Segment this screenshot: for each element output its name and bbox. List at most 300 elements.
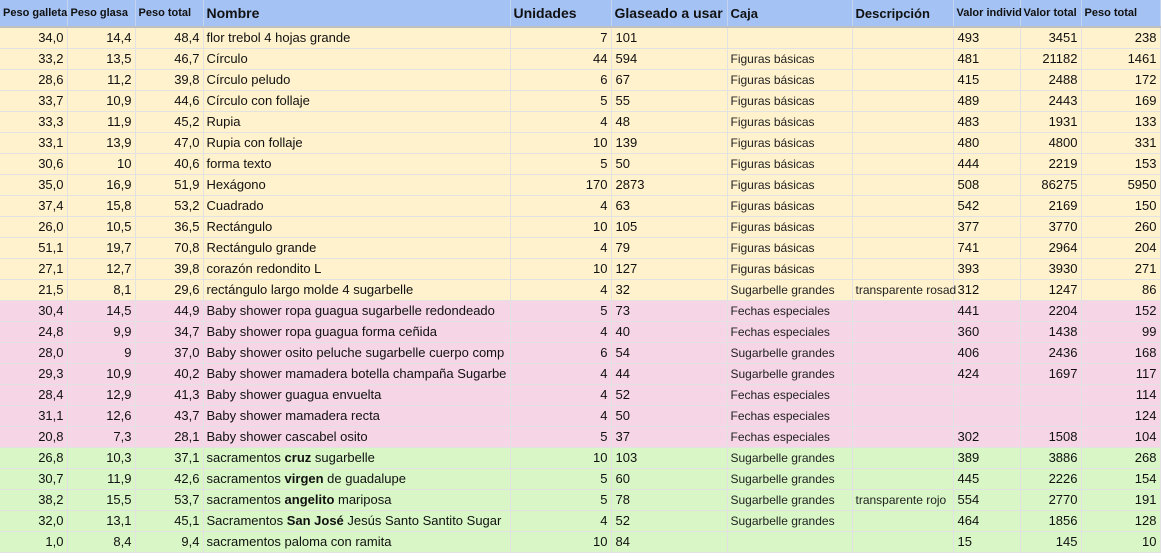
cell-peso-glasa[interactable]: 9,9 <box>67 321 135 342</box>
cell-valor-total[interactable]: 2169 <box>1020 195 1081 216</box>
cell-peso-galleta[interactable]: 32,0 <box>0 510 67 531</box>
cell-descripcion[interactable] <box>852 216 953 237</box>
cell-valor-individual[interactable]: 480 <box>953 132 1020 153</box>
cell-unidades[interactable]: 4 <box>510 405 611 426</box>
cell-valor-individual[interactable]: 441 <box>953 300 1020 321</box>
cell-unidades[interactable]: 10 <box>510 258 611 279</box>
cell-unidades[interactable]: 10 <box>510 531 611 552</box>
cell-peso-total[interactable]: 28,1 <box>135 426 203 447</box>
cell-descripcion[interactable] <box>852 27 953 48</box>
cell-nombre[interactable] <box>203 468 510 489</box>
cell-valor-individual[interactable]: 483 <box>953 111 1020 132</box>
cell-nombre[interactable] <box>203 489 510 510</box>
cell-peso-galleta[interactable]: 1,0 <box>0 531 67 552</box>
cell-caja[interactable]: Fechas especiales <box>727 405 852 426</box>
cell-unidades[interactable]: 5 <box>510 489 611 510</box>
cell-valor-individual[interactable]: 360 <box>953 321 1020 342</box>
cell-glaseado[interactable]: 101 <box>611 27 727 48</box>
nombre-text: Cuadrado <box>206 198 264 213</box>
table-row <box>0 279 1160 300</box>
cell-descripcion[interactable] <box>852 174 953 195</box>
cell-unidades[interactable]: 5 <box>510 300 611 321</box>
cell-nombre[interactable] <box>203 363 510 384</box>
cell-peso-total-2[interactable]: 128 <box>1081 510 1160 531</box>
cell-unidades[interactable]: 44 <box>510 48 611 69</box>
cell-unidades[interactable]: 6 <box>510 69 611 90</box>
cell-descripcion[interactable] <box>852 195 953 216</box>
cell-peso-glasa[interactable]: 16,9 <box>67 174 135 195</box>
cell-peso-glasa[interactable]: 13,1 <box>67 510 135 531</box>
cell-descripcion[interactable] <box>852 405 953 426</box>
cell-peso-total[interactable]: 70,8 <box>135 237 203 258</box>
cell-valor-individual[interactable]: 389 <box>953 447 1020 468</box>
cell-nombre[interactable] <box>203 405 510 426</box>
cell-caja[interactable]: Figuras básicas <box>727 174 852 195</box>
cell-unidades[interactable]: 10 <box>510 132 611 153</box>
cell-caja[interactable]: Figuras básicas <box>727 258 852 279</box>
cell-descripcion[interactable] <box>852 342 953 363</box>
cell-valor-individual[interactable]: 481 <box>953 48 1020 69</box>
cell-valor-total[interactable]: 2964 <box>1020 237 1081 258</box>
cell-peso-galleta[interactable]: 31,1 <box>0 405 67 426</box>
cell-peso-total[interactable]: 40,6 <box>135 153 203 174</box>
cell-peso-glasa[interactable]: 13,5 <box>67 48 135 69</box>
cell-peso-total[interactable]: 29,6 <box>135 279 203 300</box>
cell-nombre[interactable] <box>203 447 510 468</box>
cell-descripcion[interactable] <box>852 132 953 153</box>
cell-peso-total-2[interactable]: 5950 <box>1081 174 1160 195</box>
cell-nombre[interactable] <box>203 132 510 153</box>
cell-peso-total[interactable]: 44,6 <box>135 90 203 111</box>
cell-peso-total-2[interactable]: 152 <box>1081 300 1160 321</box>
cell-peso-total[interactable]: 42,6 <box>135 468 203 489</box>
cell-glaseado[interactable]: 103 <box>611 447 727 468</box>
cell-peso-galleta[interactable]: 37,4 <box>0 195 67 216</box>
cell-peso-galleta[interactable]: 33,3 <box>0 111 67 132</box>
table-row <box>0 489 1160 510</box>
cell-peso-total-2[interactable]: 99 <box>1081 321 1160 342</box>
cell-nombre[interactable] <box>203 321 510 342</box>
cell-peso-glasa[interactable]: 12,7 <box>67 258 135 279</box>
cell-peso-galleta[interactable]: 33,7 <box>0 90 67 111</box>
cell-glaseado[interactable]: 50 <box>611 405 727 426</box>
cell-valor-individual[interactable]: 302 <box>953 426 1020 447</box>
cell-peso-total-2[interactable]: 260 <box>1081 216 1160 237</box>
cell-descripcion[interactable] <box>852 510 953 531</box>
cell-peso-total[interactable]: 39,8 <box>135 258 203 279</box>
cell-unidades[interactable]: 5 <box>510 426 611 447</box>
cell-peso-total[interactable]: 43,7 <box>135 405 203 426</box>
cell-nombre[interactable] <box>203 195 510 216</box>
cell-peso-glasa[interactable]: 8,1 <box>67 279 135 300</box>
cell-nombre[interactable] <box>203 279 510 300</box>
cell-glaseado[interactable]: 79 <box>611 237 727 258</box>
cell-valor-total[interactable]: 145 <box>1020 531 1081 552</box>
cell-valor-total[interactable] <box>1020 405 1081 426</box>
cell-peso-total[interactable]: 45,2 <box>135 111 203 132</box>
cell-peso-total-2[interactable]: 133 <box>1081 111 1160 132</box>
cell-peso-total-2[interactable]: 271 <box>1081 258 1160 279</box>
cell-peso-glasa[interactable]: 11,9 <box>67 111 135 132</box>
cell-peso-galleta[interactable]: 34,0 <box>0 27 67 48</box>
cell-valor-total[interactable]: 2436 <box>1020 342 1081 363</box>
cell-valor-individual[interactable]: 464 <box>953 510 1020 531</box>
cell-caja[interactable]: Fechas especiales <box>727 384 852 405</box>
col-header-valor-individual[interactable]: Valor individ <box>953 0 1020 27</box>
cell-nombre[interactable] <box>203 216 510 237</box>
cell-peso-total[interactable]: 41,3 <box>135 384 203 405</box>
cell-peso-glasa[interactable]: 10,3 <box>67 447 135 468</box>
cell-valor-individual[interactable]: 415 <box>953 69 1020 90</box>
col-header-peso-galleta[interactable]: Peso galleta <box>0 0 67 27</box>
cell-peso-glasa[interactable]: 19,7 <box>67 237 135 258</box>
cell-caja[interactable]: Sugarbelle grandes <box>727 489 852 510</box>
cell-descripcion[interactable] <box>852 48 953 69</box>
cell-peso-galleta[interactable]: 30,7 <box>0 468 67 489</box>
cell-unidades[interactable]: 6 <box>510 342 611 363</box>
cell-nombre[interactable] <box>203 90 510 111</box>
cell-valor-individual[interactable]: 393 <box>953 258 1020 279</box>
cell-unidades[interactable]: 4 <box>510 321 611 342</box>
cell-glaseado[interactable]: 78 <box>611 489 727 510</box>
cell-valor-total[interactable]: 86275 <box>1020 174 1081 195</box>
cell-peso-total-2[interactable]: 114 <box>1081 384 1160 405</box>
table-row <box>0 216 1160 237</box>
cell-peso-galleta[interactable]: 28,4 <box>0 384 67 405</box>
cell-peso-galleta[interactable]: 26,0 <box>0 216 67 237</box>
cell-nombre[interactable] <box>203 69 510 90</box>
col-header-unidades[interactable]: Unidades <box>510 0 611 27</box>
cell-peso-glasa[interactable]: 12,6 <box>67 405 135 426</box>
cell-peso-galleta[interactable]: 28,0 <box>0 342 67 363</box>
cell-glaseado[interactable]: 67 <box>611 69 727 90</box>
cell-glaseado[interactable]: 594 <box>611 48 727 69</box>
cell-nombre[interactable] <box>203 153 510 174</box>
cell-peso-total-2[interactable]: 331 <box>1081 132 1160 153</box>
cell-unidades[interactable]: 10 <box>510 447 611 468</box>
cell-peso-galleta[interactable]: 26,8 <box>0 447 67 468</box>
table-row <box>0 468 1160 489</box>
cell-descripcion[interactable] <box>852 321 953 342</box>
cell-valor-individual[interactable]: 406 <box>953 342 1020 363</box>
cell-peso-galleta[interactable]: 51,1 <box>0 237 67 258</box>
cell-descripcion[interactable] <box>852 426 953 447</box>
cell-caja[interactable]: Figuras básicas <box>727 153 852 174</box>
cell-nombre[interactable] <box>203 258 510 279</box>
cell-caja[interactable]: Sugarbelle grandes <box>727 279 852 300</box>
cell-valor-individual[interactable]: 445 <box>953 468 1020 489</box>
cell-glaseado[interactable]: 139 <box>611 132 727 153</box>
cell-caja[interactable]: Figuras básicas <box>727 132 852 153</box>
col-header-descripcion[interactable]: Descripción <box>852 0 953 27</box>
cell-valor-total[interactable]: 3886 <box>1020 447 1081 468</box>
cell-descripcion[interactable] <box>852 531 953 552</box>
cell-descripcion[interactable] <box>852 258 953 279</box>
cell-nombre[interactable] <box>203 111 510 132</box>
cell-peso-total-2[interactable]: 104 <box>1081 426 1160 447</box>
cell-peso-galleta[interactable]: 33,2 <box>0 48 67 69</box>
cell-glaseado[interactable]: 63 <box>611 195 727 216</box>
cell-unidades[interactable]: 7 <box>510 27 611 48</box>
cell-peso-glasa[interactable]: 15,8 <box>67 195 135 216</box>
cell-valor-total[interactable]: 3451 <box>1020 27 1081 48</box>
cell-valor-total[interactable]: 2770 <box>1020 489 1081 510</box>
nombre-suffix-text: Jesús Santo Santito Sugar <box>343 513 502 528</box>
cell-peso-glasa[interactable]: 14,4 <box>67 27 135 48</box>
col-header-peso-total[interactable]: Peso total <box>135 0 203 27</box>
nombre-bold-text: cruz <box>284 450 312 465</box>
cell-peso-total[interactable]: 53,2 <box>135 195 203 216</box>
cell-valor-total[interactable]: 3930 <box>1020 258 1081 279</box>
cell-peso-total-2[interactable]: 268 <box>1081 447 1160 468</box>
cell-glaseado[interactable]: 32 <box>611 279 727 300</box>
cell-valor-individual[interactable]: 444 <box>953 153 1020 174</box>
cell-peso-total-2[interactable]: 1461 <box>1081 48 1160 69</box>
cell-peso-total[interactable]: 40,2 <box>135 363 203 384</box>
cell-valor-total[interactable]: 2204 <box>1020 300 1081 321</box>
cell-descripcion[interactable]: transparente rosad <box>852 279 953 300</box>
cell-valor-total[interactable]: 3770 <box>1020 216 1081 237</box>
cell-glaseado[interactable]: 40 <box>611 321 727 342</box>
cell-unidades[interactable]: 4 <box>510 237 611 258</box>
cell-unidades[interactable]: 10 <box>510 216 611 237</box>
cell-valor-total[interactable]: 4800 <box>1020 132 1081 153</box>
cell-peso-glasa[interactable]: 9 <box>67 342 135 363</box>
cell-valor-total[interactable]: 1508 <box>1020 426 1081 447</box>
cell-peso-glasa[interactable]: 10 <box>67 153 135 174</box>
cell-descripcion[interactable] <box>852 153 953 174</box>
cell-glaseado[interactable]: 52 <box>611 510 727 531</box>
cell-peso-galleta[interactable]: 38,2 <box>0 489 67 510</box>
cell-nombre[interactable] <box>203 426 510 447</box>
cell-glaseado[interactable]: 105 <box>611 216 727 237</box>
cell-caja[interactable] <box>727 27 852 48</box>
cell-peso-total[interactable]: 36,5 <box>135 216 203 237</box>
cell-peso-total[interactable]: 47,0 <box>135 132 203 153</box>
cell-peso-galleta[interactable]: 33,1 <box>0 132 67 153</box>
cell-descripcion[interactable] <box>852 363 953 384</box>
cell-valor-individual[interactable]: 542 <box>953 195 1020 216</box>
cell-unidades[interactable]: 5 <box>510 153 611 174</box>
table-row <box>0 90 1160 111</box>
cell-peso-galleta[interactable]: 29,3 <box>0 363 67 384</box>
cell-peso-glasa[interactable]: 10,9 <box>67 363 135 384</box>
cell-peso-galleta[interactable]: 30,6 <box>0 153 67 174</box>
cell-peso-glasa[interactable]: 12,9 <box>67 384 135 405</box>
cell-unidades[interactable]: 5 <box>510 468 611 489</box>
cell-descripcion[interactable] <box>852 90 953 111</box>
cell-peso-total-2[interactable]: 117 <box>1081 363 1160 384</box>
nombre-text: Rupia <box>206 114 241 129</box>
cell-glaseado[interactable]: 55 <box>611 90 727 111</box>
col-header-glaseado[interactable]: Glaseado a usar <box>611 0 727 27</box>
cell-nombre[interactable] <box>203 342 510 363</box>
cell-glaseado[interactable]: 54 <box>611 342 727 363</box>
cell-glaseado[interactable]: 60 <box>611 468 727 489</box>
cell-peso-glasa[interactable]: 11,9 <box>67 468 135 489</box>
cell-nombre[interactable] <box>203 531 510 552</box>
cell-valor-total[interactable]: 1856 <box>1020 510 1081 531</box>
cell-unidades[interactable]: 170 <box>510 174 611 195</box>
cell-valor-total[interactable]: 1438 <box>1020 321 1081 342</box>
cell-unidades[interactable]: 4 <box>510 279 611 300</box>
cell-peso-total-2[interactable]: 153 <box>1081 153 1160 174</box>
cell-glaseado[interactable]: 44 <box>611 363 727 384</box>
cell-caja[interactable]: Figuras básicas <box>727 111 852 132</box>
cell-descripcion[interactable] <box>852 69 953 90</box>
cell-caja[interactable]: Fechas especiales <box>727 426 852 447</box>
cell-nombre[interactable] <box>203 384 510 405</box>
cell-valor-individual[interactable]: 508 <box>953 174 1020 195</box>
cell-peso-total-2[interactable]: 204 <box>1081 237 1160 258</box>
cell-descripcion[interactable] <box>852 447 953 468</box>
cell-peso-total[interactable]: 53,7 <box>135 489 203 510</box>
cell-peso-total-2[interactable]: 191 <box>1081 489 1160 510</box>
cell-nombre[interactable] <box>203 237 510 258</box>
cell-unidades[interactable]: 4 <box>510 384 611 405</box>
cell-peso-glasa[interactable]: 10,9 <box>67 90 135 111</box>
cell-peso-total[interactable]: 48,4 <box>135 27 203 48</box>
cell-nombre[interactable] <box>203 48 510 69</box>
cell-peso-glasa[interactable]: 7,3 <box>67 426 135 447</box>
col-header-peso-total-2[interactable]: Peso total <box>1081 0 1160 27</box>
cell-valor-individual[interactable]: 15 <box>953 531 1020 552</box>
cell-peso-total-2[interactable]: 238 <box>1081 27 1160 48</box>
cell-peso-total-2[interactable]: 172 <box>1081 69 1160 90</box>
cell-glaseado[interactable]: 2873 <box>611 174 727 195</box>
cell-caja[interactable]: Figuras básicas <box>727 90 852 111</box>
cell-descripcion[interactable] <box>852 237 953 258</box>
cell-peso-total-2[interactable]: 154 <box>1081 468 1160 489</box>
cell-caja[interactable]: Figuras básicas <box>727 69 852 90</box>
cell-valor-individual[interactable]: 312 <box>953 279 1020 300</box>
cell-nombre[interactable] <box>203 510 510 531</box>
cell-peso-glasa[interactable]: 10,5 <box>67 216 135 237</box>
cell-valor-individual[interactable]: 424 <box>953 363 1020 384</box>
cell-descripcion[interactable] <box>852 384 953 405</box>
cell-valor-total[interactable]: 1931 <box>1020 111 1081 132</box>
cell-caja[interactable]: Sugarbelle grandes <box>727 510 852 531</box>
cell-valor-individual[interactable]: 489 <box>953 90 1020 111</box>
cell-glaseado[interactable]: 73 <box>611 300 727 321</box>
cell-unidades[interactable]: 4 <box>510 195 611 216</box>
table-row <box>0 195 1160 216</box>
col-header-nombre[interactable]: Nombre <box>203 0 510 27</box>
nombre-text: Círculo con follaje <box>206 93 310 108</box>
cell-peso-total-2[interactable]: 86 <box>1081 279 1160 300</box>
cell-peso-galleta[interactable]: 35,0 <box>0 174 67 195</box>
cell-glaseado[interactable]: 84 <box>611 531 727 552</box>
cell-valor-total[interactable]: 2226 <box>1020 468 1081 489</box>
cell-unidades[interactable]: 5 <box>510 90 611 111</box>
cell-caja[interactable]: Sugarbelle grandes <box>727 447 852 468</box>
cell-peso-glasa[interactable]: 11,2 <box>67 69 135 90</box>
cell-peso-total[interactable]: 45,1 <box>135 510 203 531</box>
cell-caja[interactable]: Fechas especiales <box>727 321 852 342</box>
cell-peso-total-2[interactable]: 10 <box>1081 531 1160 552</box>
cell-caja[interactable]: Sugarbelle grandes <box>727 468 852 489</box>
cell-descripcion[interactable]: transparente rojo <box>852 489 953 510</box>
cell-descripcion[interactable] <box>852 111 953 132</box>
cell-peso-galleta[interactable]: 27,1 <box>0 258 67 279</box>
cell-caja[interactable]: Figuras básicas <box>727 48 852 69</box>
cell-peso-total-2[interactable]: 169 <box>1081 90 1160 111</box>
cell-peso-total-2[interactable]: 150 <box>1081 195 1160 216</box>
cell-glaseado[interactable]: 48 <box>611 111 727 132</box>
cell-peso-galleta[interactable]: 24,8 <box>0 321 67 342</box>
cell-valor-individual[interactable]: 554 <box>953 489 1020 510</box>
nombre-text: sacramentos paloma con ramita <box>206 534 392 549</box>
cell-valor-individual[interactable] <box>953 405 1020 426</box>
col-header-peso-glasa[interactable]: Peso glasa <box>67 0 135 27</box>
cell-descripcion[interactable] <box>852 468 953 489</box>
cell-glaseado[interactable]: 52 <box>611 384 727 405</box>
cell-nombre[interactable] <box>203 27 510 48</box>
cell-valor-total[interactable]: 2219 <box>1020 153 1081 174</box>
cell-peso-glasa[interactable]: 8,4 <box>67 531 135 552</box>
cell-peso-galleta[interactable]: 21,5 <box>0 279 67 300</box>
cell-valor-total[interactable]: 21182 <box>1020 48 1081 69</box>
cell-peso-total[interactable]: 37,1 <box>135 447 203 468</box>
cell-caja[interactable]: Figuras básicas <box>727 195 852 216</box>
cell-peso-glasa[interactable]: 13,9 <box>67 132 135 153</box>
cell-caja[interactable]: Sugarbelle grandes <box>727 363 852 384</box>
cell-peso-total[interactable]: 9,4 <box>135 531 203 552</box>
cell-valor-total[interactable]: 1697 <box>1020 363 1081 384</box>
cell-unidades[interactable]: 4 <box>510 111 611 132</box>
cell-peso-galleta[interactable]: 30,4 <box>0 300 67 321</box>
cell-valor-individual[interactable]: 377 <box>953 216 1020 237</box>
cell-valor-total[interactable]: 2488 <box>1020 69 1081 90</box>
cell-glaseado[interactable]: 127 <box>611 258 727 279</box>
cell-peso-total-2[interactable]: 124 <box>1081 405 1160 426</box>
cell-peso-total[interactable]: 37,0 <box>135 342 203 363</box>
nombre-text: Baby shower osito peluche sugarbelle cuerpo comp <box>206 345 505 360</box>
cell-valor-total[interactable]: 2443 <box>1020 90 1081 111</box>
cell-unidades[interactable]: 4 <box>510 510 611 531</box>
cell-valor-total[interactable]: 1247 <box>1020 279 1081 300</box>
cell-glaseado[interactable]: 37 <box>611 426 727 447</box>
cell-caja[interactable]: Fechas especiales <box>727 300 852 321</box>
col-header-valor-total[interactable]: Valor total <box>1020 0 1081 27</box>
cell-peso-total[interactable]: 34,7 <box>135 321 203 342</box>
cell-descripcion[interactable] <box>852 300 953 321</box>
cell-peso-total[interactable]: 51,9 <box>135 174 203 195</box>
cell-valor-individual[interactable]: 493 <box>953 27 1020 48</box>
cell-peso-total[interactable]: 44,9 <box>135 300 203 321</box>
cell-valor-individual[interactable] <box>953 384 1020 405</box>
cell-peso-total-2[interactable]: 168 <box>1081 342 1160 363</box>
nombre-text: Baby shower mamadera recta <box>206 408 380 423</box>
cell-glaseado[interactable]: 50 <box>611 153 727 174</box>
cell-peso-total[interactable]: 39,8 <box>135 69 203 90</box>
cell-nombre[interactable] <box>203 300 510 321</box>
cell-caja[interactable]: Sugarbelle grandes <box>727 342 852 363</box>
cell-caja[interactable]: Figuras básicas <box>727 216 852 237</box>
col-header-caja[interactable]: Caja <box>727 0 852 27</box>
cell-peso-galleta[interactable]: 28,6 <box>0 69 67 90</box>
cell-unidades[interactable]: 4 <box>510 363 611 384</box>
cell-peso-galleta[interactable]: 20,8 <box>0 426 67 447</box>
cell-caja[interactable]: Figuras básicas <box>727 237 852 258</box>
cell-peso-glasa[interactable]: 15,5 <box>67 489 135 510</box>
cell-peso-glasa[interactable]: 14,5 <box>67 300 135 321</box>
cell-nombre[interactable] <box>203 174 510 195</box>
cell-peso-total[interactable]: 46,7 <box>135 48 203 69</box>
cell-caja[interactable] <box>727 531 852 552</box>
cell-valor-individual[interactable]: 741 <box>953 237 1020 258</box>
cell-valor-total[interactable] <box>1020 384 1081 405</box>
